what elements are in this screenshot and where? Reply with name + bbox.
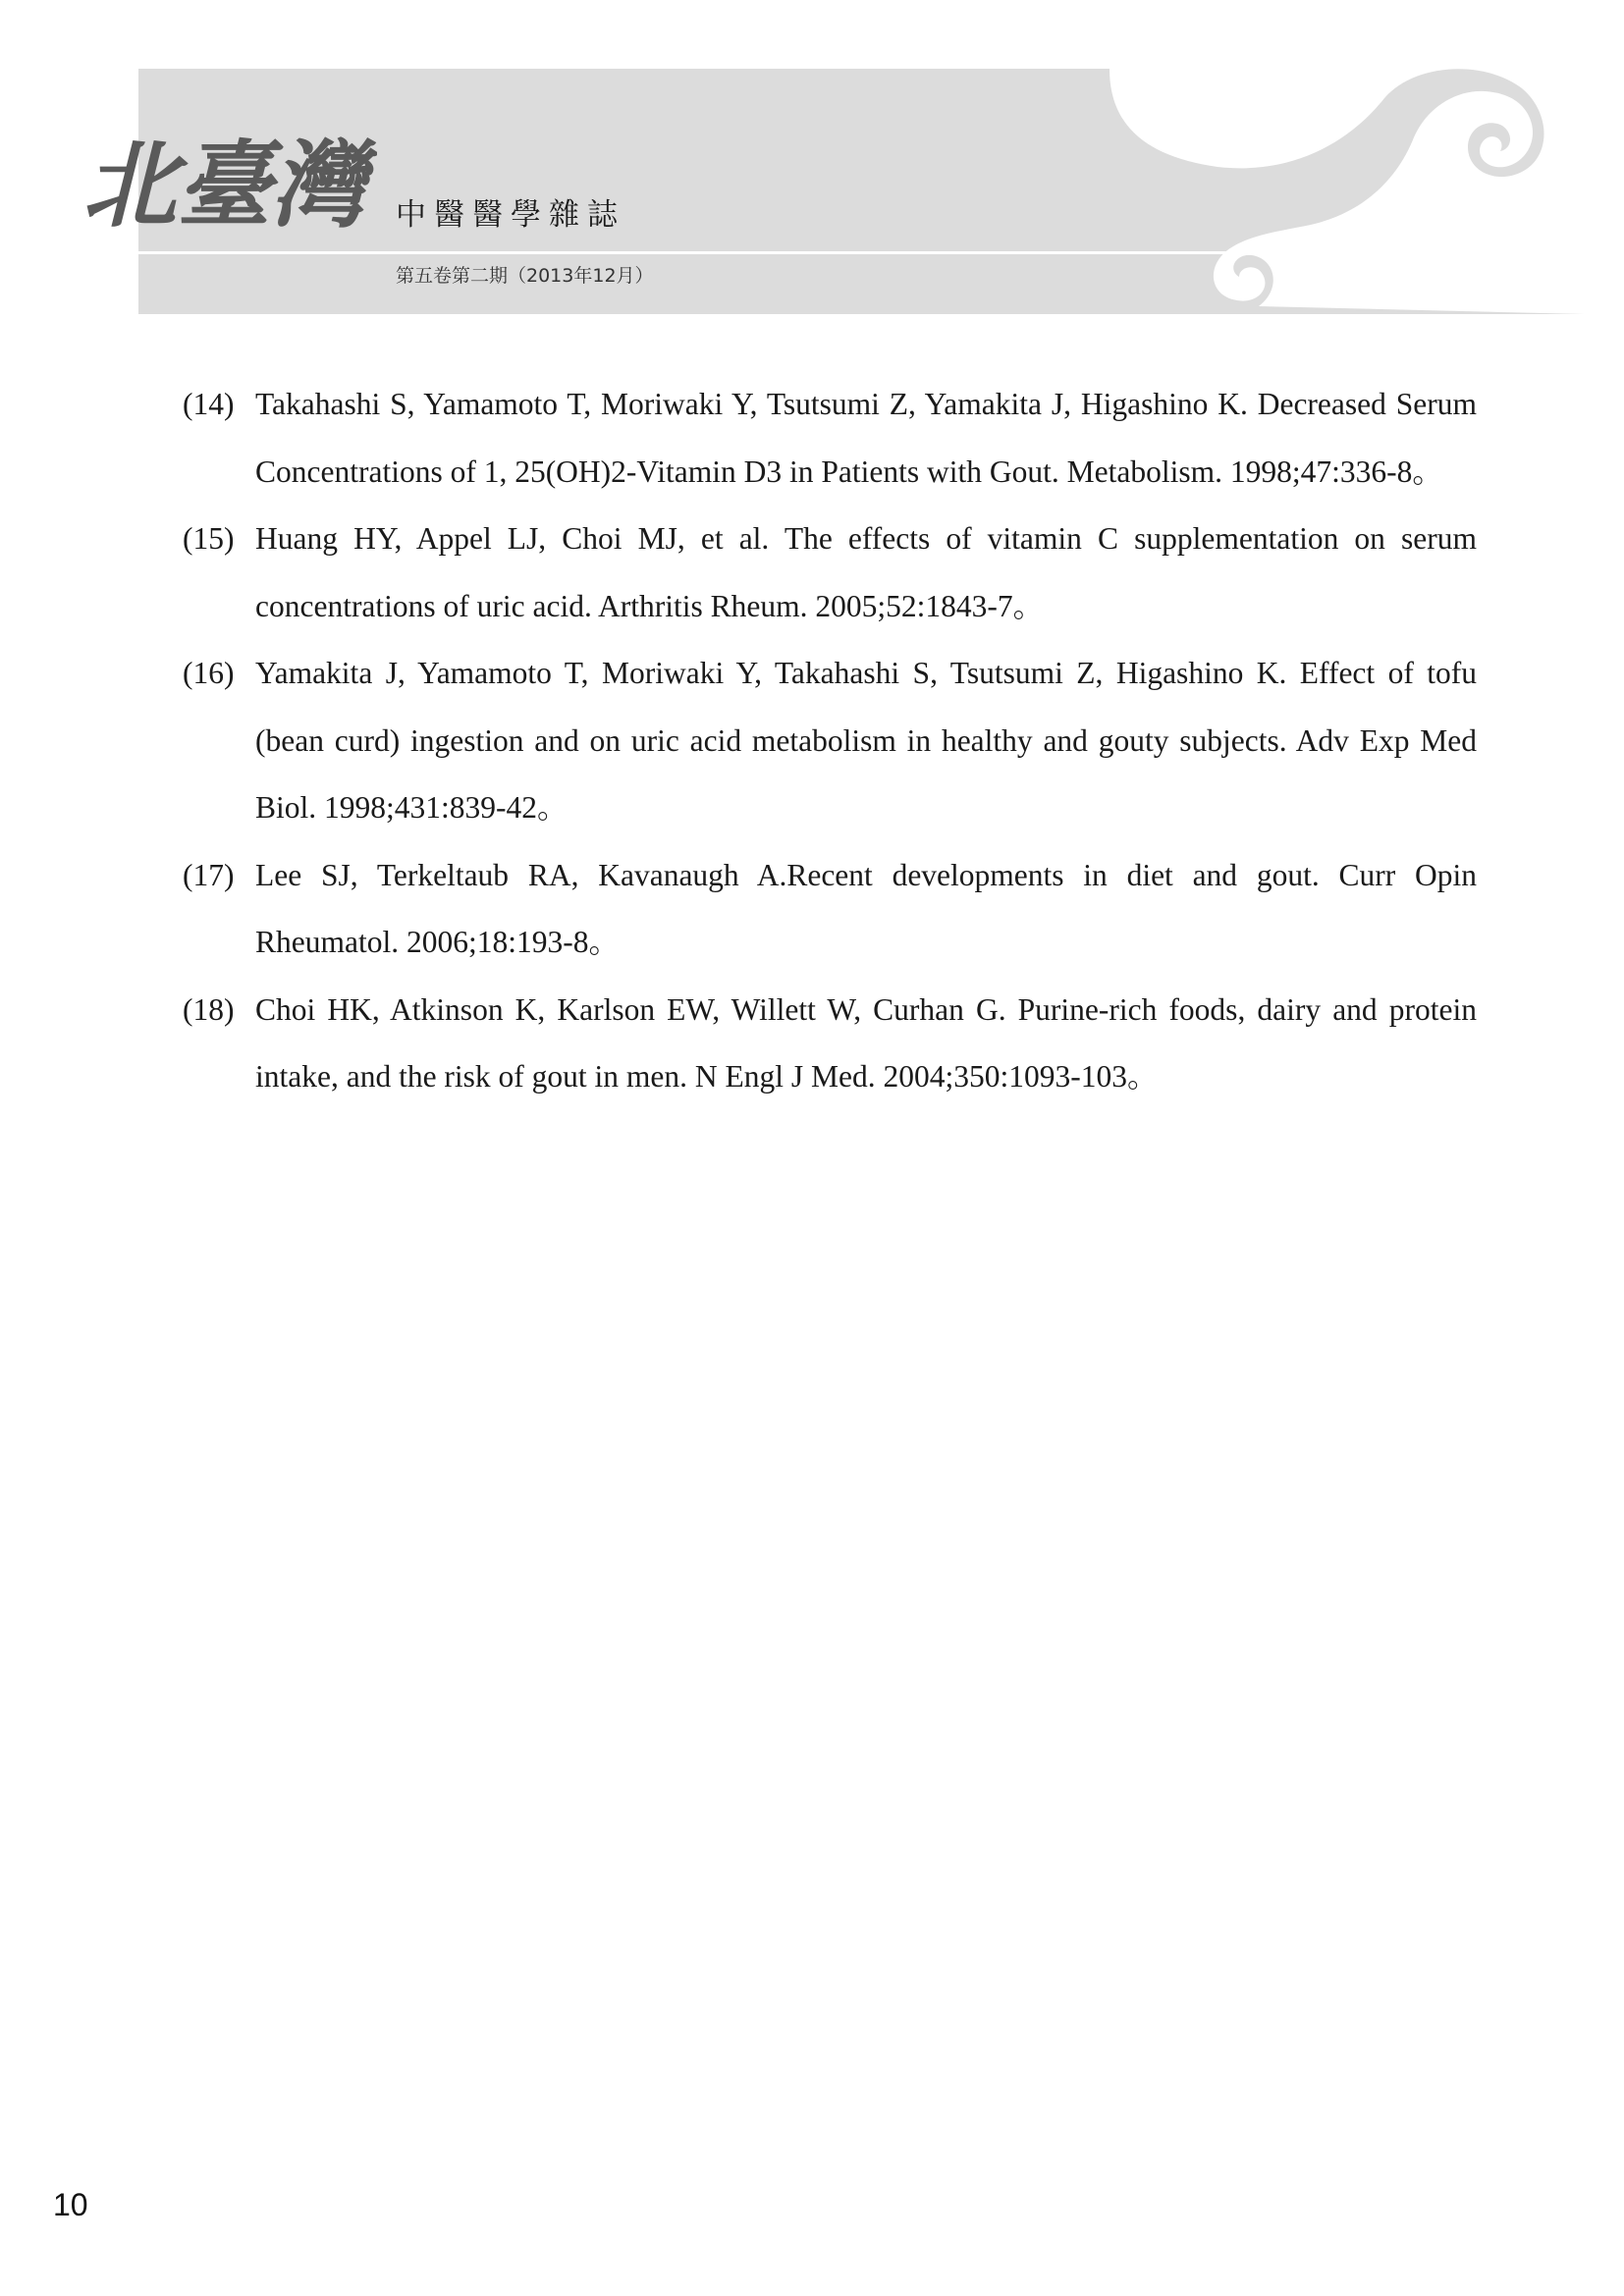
reference-item: [183, 977, 1477, 1111]
reference-item: [183, 640, 1477, 842]
reference-number: (14): [183, 387, 235, 421]
reference-item: [183, 371, 1477, 506]
reference-item: [183, 842, 1477, 977]
reference-number: (15): [183, 521, 235, 556]
reference-text: Takahashi S, Yamamoto T, Moriwaki Y, Tsutsumi Z, Yamakita J, Higashino K. Decreased Serum Concentrations of 1, 25(OH)2-Vitamin D3 in Patients with Gout. Metabolism. 1998;47:336-8。: [255, 387, 1477, 489]
reference-number: (16): [183, 656, 235, 690]
reference-text: Huang HY, Appel LJ, Choi MJ, et al. The effects of vitamin C supplementation on serum concentrations of uric acid. Arthritis Rheum. 2005;52:1843-7。: [255, 521, 1477, 623]
reference-text: Lee SJ, Terkeltaub RA, Kavanaugh A.Recent developments in diet and gout. Curr Opin Rheumatol. 2006;18:193-8。: [255, 857, 1477, 959]
reference-text: Choi HK, Atkinson K, Karlson EW, Willett W, Curhan G. Purine-rich foods, dairy and protein intake, and the risk of gout in men. N Engl J Med. 2004;350:1093-103。: [255, 991, 1477, 1094]
reference-number: (18): [183, 991, 235, 1027]
cloud-ornament-icon: [1090, 69, 1585, 314]
reference-item: [183, 506, 1477, 640]
issue-line: 第五卷第二期（2013年12月）: [396, 265, 654, 287]
journal-logo-icon: [82, 108, 377, 255]
reference-text: Yamakita J, Yamamoto T, Moriwaki Y, Takahashi S, Tsutsumi Z, Higashino K. Effect of tofu (bean curd) ingestion and on uric acid metabolism in healthy and gouty subjects. Adv Exp Med Biol. 1998;431:839-42。: [255, 656, 1477, 825]
reference-number: (17): [183, 857, 235, 892]
page-number: 10: [53, 2187, 88, 2222]
logo-calligraphy-text: 北臺灣: [82, 130, 365, 240]
journal-title: 中醫醫學雜誌: [396, 197, 625, 233]
reference-list: [183, 371, 1477, 1111]
